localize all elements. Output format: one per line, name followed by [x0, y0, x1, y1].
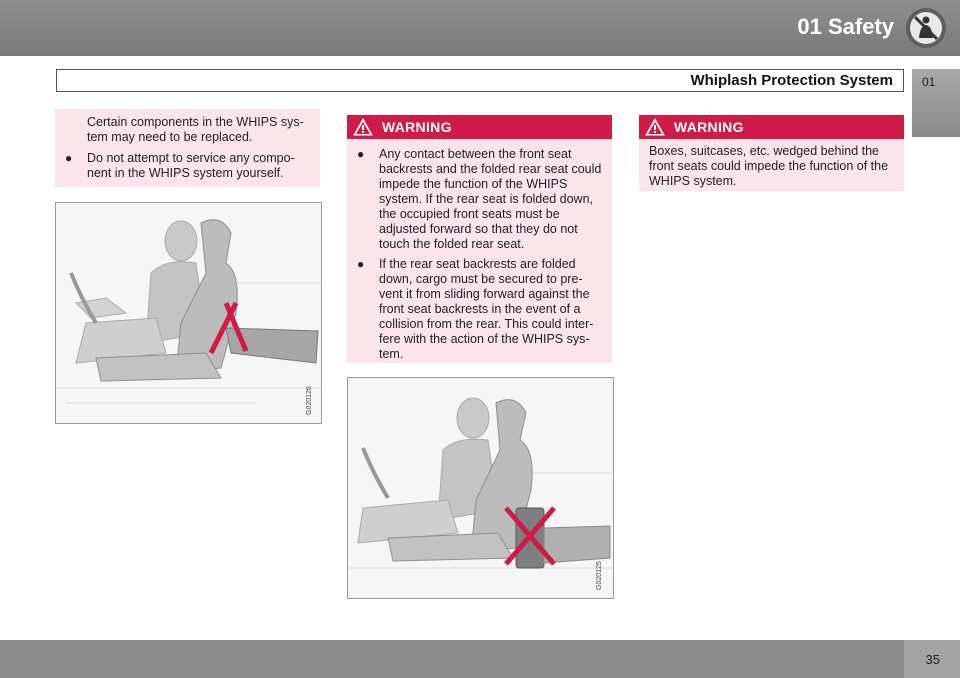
warning-label: WARNING	[674, 119, 744, 135]
list-item	[347, 257, 604, 362]
left-info-box	[55, 109, 320, 187]
section-title: Whiplash Protection System	[690, 72, 893, 89]
warning-box-right	[639, 115, 904, 191]
footer-band	[0, 640, 960, 678]
header-band	[0, 0, 960, 56]
continued-text: Certain components in the WHIPS sys-tem may need to be replaced.	[87, 115, 304, 144]
page-number-tab	[904, 640, 960, 678]
list-item-text: Any contact between the front seat backrests and the folded rear seat could impede the function of the WHIPS system. If the rear seat is folded down, the occupied front seats must be adjusted forward so that they do not touch the folded rear seat.	[379, 147, 602, 251]
figure-code: G020125	[596, 561, 603, 590]
list-item	[347, 147, 604, 252]
warning-header	[347, 115, 612, 139]
seat-illustration	[56, 203, 321, 423]
list-item-text: If the rear seat backrests are folded down, cargo must be secured to pre-vent it from sliding forward against the front seat backrests in the event of a collision from the rear. This could inter-fere with the action of the WHIPS sys-tem.	[379, 257, 594, 361]
chapter-title: 01 Safety	[797, 14, 894, 39]
list-item	[55, 151, 310, 181]
warning-box-middle	[347, 115, 612, 363]
figure-seat-with-cargo	[347, 377, 614, 599]
warning-text: Boxes, suitcases, etc. wedged behind the front seats could impede the function of the WHIPS system.	[649, 144, 889, 188]
bullet-icon: ●	[357, 147, 365, 161]
section-bar	[56, 69, 904, 92]
bullet-icon: ●	[65, 151, 73, 165]
bullet-icon: ●	[357, 257, 365, 271]
figure-seat-with-folded-rear	[55, 202, 322, 424]
warning-triangle-icon	[353, 118, 373, 136]
warning-label: WARNING	[382, 119, 452, 135]
chapter-side-tab[interactable]	[912, 69, 960, 137]
seatbelt-icon	[904, 6, 948, 50]
list-item-text: Do not attempt to service any compo-nent in the WHIPS system yourself.	[87, 151, 295, 180]
warning-header	[639, 115, 904, 139]
page-number: 35	[925, 652, 940, 667]
side-tab-label: 01	[922, 75, 936, 89]
seat-cargo-illustration	[348, 378, 613, 598]
figure-code: G020126	[306, 386, 313, 415]
warning-triangle-icon	[645, 118, 665, 136]
